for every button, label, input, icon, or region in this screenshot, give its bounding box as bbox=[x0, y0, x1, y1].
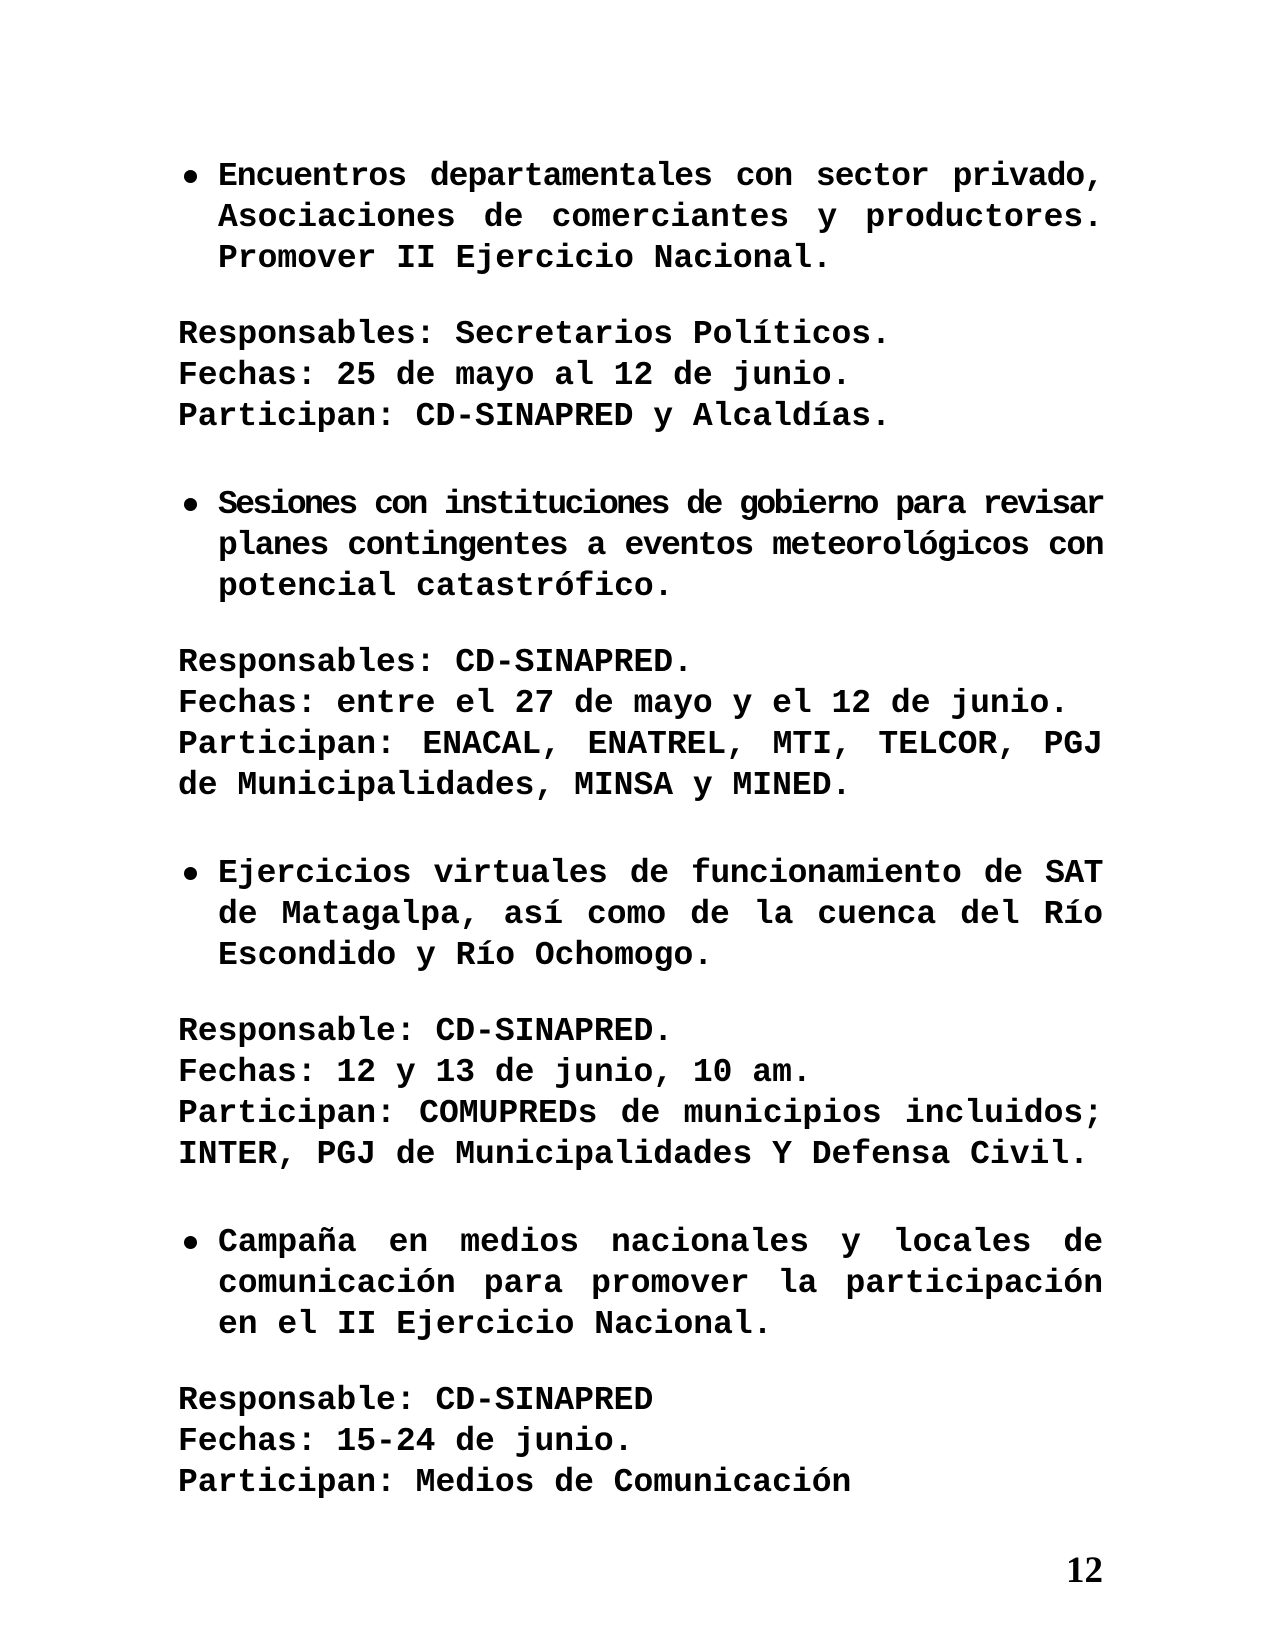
bullet-icon bbox=[184, 867, 197, 880]
bullet-line: Promover II Ejercicio Nacional. bbox=[218, 240, 832, 277]
detail-line: de Municipalidades, MINSA y MINED. bbox=[178, 767, 852, 804]
bullet-item bbox=[178, 484, 1103, 607]
bullet-line: comunicación para promover la participación bbox=[218, 1265, 1103, 1302]
detail-line: Fechas: 15-24 de junio. bbox=[178, 1423, 634, 1460]
bullet-icon bbox=[184, 1236, 197, 1249]
detail-line: Responsables: Secretarios Políticos. bbox=[178, 316, 891, 353]
activity-section bbox=[178, 853, 1103, 1175]
page-footer bbox=[178, 1550, 1103, 1591]
activity-section bbox=[178, 156, 1103, 437]
bullet-line: Escondido y Río Ochomogo. bbox=[218, 937, 714, 974]
details-block bbox=[178, 1380, 1103, 1503]
details-block bbox=[178, 314, 1103, 437]
bullet-icon bbox=[184, 498, 197, 511]
bullet-line: de Matagalpa, así como de la cuenca del Río bbox=[218, 896, 1103, 933]
detail-line: Responsable: CD-SINAPRED. bbox=[178, 1013, 674, 1050]
bullet-line: en el II Ejercicio Nacional. bbox=[218, 1306, 773, 1343]
activity-section bbox=[178, 484, 1103, 806]
bullet-line: Sesiones con instituciones de gobierno para revisar bbox=[218, 486, 1103, 523]
bullet-line: Encuentros departamentales con sector privado, bbox=[218, 158, 1103, 195]
bullet-line: planes contingentes a eventos meteorológicos con bbox=[218, 527, 1103, 564]
detail-line: Participan: CD-SINAPRED y Alcaldías. bbox=[178, 398, 891, 435]
detail-line: Participan: ENACAL, ENATREL, MTI, TELCOR, PGJ bbox=[178, 726, 1103, 763]
detail-line: Fechas: entre el 27 de mayo y el 12 de junio. bbox=[178, 685, 1070, 722]
detail-line: Fechas: 12 y 13 de junio, 10 am. bbox=[178, 1054, 812, 1091]
bullet-line: Campaña en medios nacionales y locales de bbox=[218, 1224, 1103, 1261]
bullet-line: Ejercicios virtuales de funcionamiento de SAT bbox=[218, 855, 1103, 892]
detail-line: Participan: COMUPREDs de municipios incluidos; bbox=[178, 1095, 1103, 1132]
bullet-item bbox=[178, 1222, 1103, 1345]
bullet-line: potencial catastrófico. bbox=[218, 568, 674, 605]
bullet-line: Asociaciones de comerciantes y productores. bbox=[218, 199, 1103, 236]
bullet-item bbox=[178, 853, 1103, 976]
bullet-icon bbox=[184, 170, 197, 183]
details-block bbox=[178, 1011, 1103, 1175]
detail-line: Responsable: CD-SINAPRED bbox=[178, 1382, 654, 1419]
page-number: 12 bbox=[1066, 1550, 1103, 1591]
details-block bbox=[178, 642, 1103, 806]
detail-line: Participan: Medios de Comunicación bbox=[178, 1464, 852, 1501]
detail-line: INTER, PGJ de Municipalidades Y Defensa Civil. bbox=[178, 1136, 1089, 1173]
activity-section bbox=[178, 1222, 1103, 1503]
bullet-item bbox=[178, 156, 1103, 279]
detail-line: Fechas: 25 de mayo al 12 de junio. bbox=[178, 357, 852, 394]
detail-line: Responsables: CD-SINAPRED. bbox=[178, 644, 693, 681]
